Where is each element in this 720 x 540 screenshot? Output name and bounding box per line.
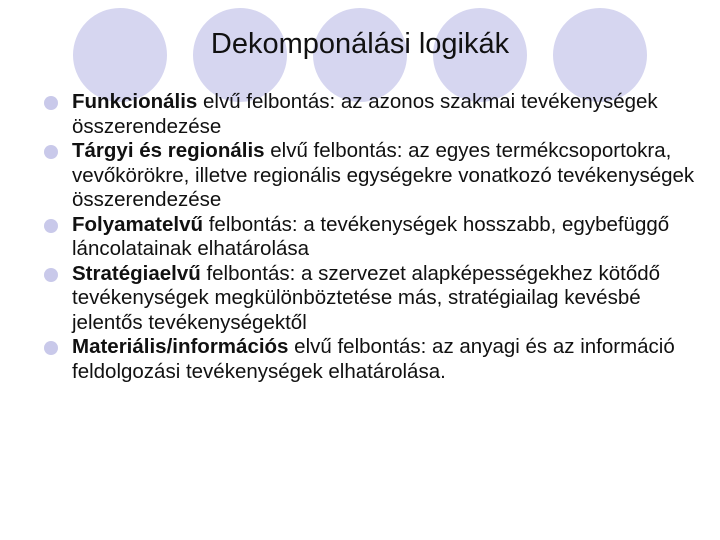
bullet-dot-icon <box>44 268 58 282</box>
bullet-text: felbontás: a szervezet alapképességekhez kötődő tevékenységek megkülönböztetése más, stratégiailag kevésbé jelentős tevékenységektől <box>72 261 661 334</box>
bullet-item <box>44 90 704 139</box>
bullet-dot-icon <box>44 145 58 159</box>
bullet-bold-term: Funkcionális <box>72 90 198 113</box>
bullet-item <box>44 262 704 336</box>
slide-title: Dekomponálási logikák <box>210 28 510 60</box>
bullet-text: elvű felbontás: az azonos szakmai tevékenységek összerendezése <box>72 90 658 138</box>
bullet-dot-icon <box>44 341 58 355</box>
bullet-item <box>44 213 704 262</box>
bullet-text: felbontás: a tevékenységek hosszabb, egybefüggő láncolatainak elhatárolása <box>72 212 670 260</box>
bullet-item <box>44 139 704 213</box>
bullet-text: elvű felbontás: az egyes termékcsoportokra, vevőkörökre, illetve regionális egységekre vonatkozó tevékenységek összerendezése <box>72 139 695 211</box>
bullet-bold-term: Tárgyi és regionális <box>72 139 265 162</box>
bullet-dot-icon <box>44 219 58 233</box>
bullet-dot-icon <box>44 96 58 110</box>
bullet-bold-term: Stratégiaelvű <box>72 261 201 285</box>
bullet-item <box>44 335 704 384</box>
bullet-list <box>44 90 704 384</box>
bullet-text: elvű felbontás: az anyagi és az információ feldolgozási tevékenységek elhatárolása. <box>72 335 675 383</box>
bullet-bold-term: Folyamatelvű <box>72 212 204 236</box>
bullet-bold-term: Materiális/információs <box>72 335 289 358</box>
